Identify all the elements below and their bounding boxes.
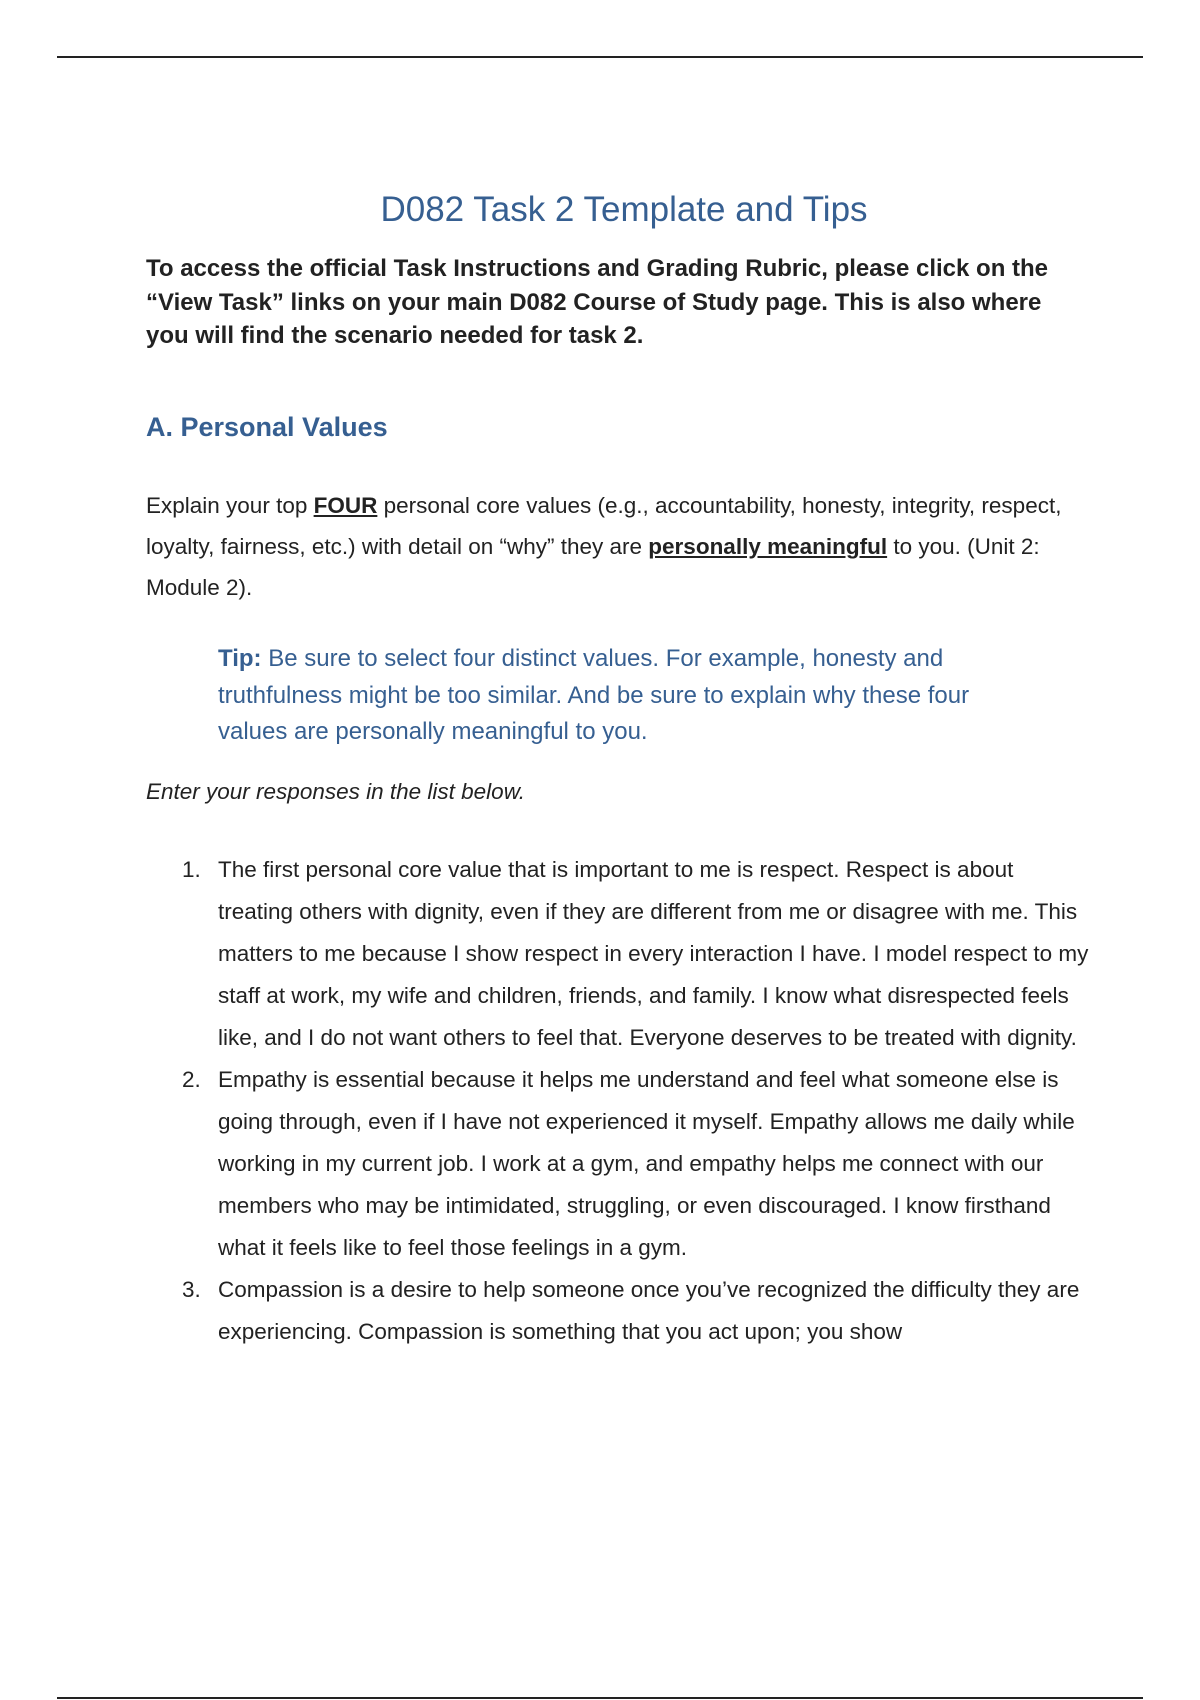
tip-label: Tip: — [218, 645, 262, 672]
prompt-emphasis-meaningful: personally meaningful — [648, 534, 888, 559]
list-item-text: Empathy is essential because it helps me understand and feel what someone else is going through, even if I have not experienced it myself. Empathy allows me daily while working in my current job. I work at a gym, and empathy helps me connect with our members who may be intimidated, struggling, or even discouraged. I know firsthand what it feels like to feel those feelings in a gym. — [218, 1067, 1075, 1260]
prompt-part-1: Explain your top — [146, 493, 314, 518]
intro-paragraph: To access the official Task Instructions and Grading Rubric, please click on the “View Task” links on your main D082 Course of Study page. This is also where you will find the scenario needed for task 2. — [146, 255, 1049, 349]
responses-list — [146, 849, 1091, 1353]
prompt-part-2: personal core values (e.g., accountability, honesty, integrity, respect, loyalty, fairness, etc.) with detail on “why” they are — [146, 493, 1062, 559]
list-item — [146, 849, 1091, 1059]
prompt-emphasis-four: FOUR — [313, 493, 378, 518]
list-item-text: Compassion is a desire to help someone once you’ve recognized the difficulty they are experiencing. Compassion is something that you act upon; you show — [218, 1277, 1080, 1344]
prompt-part-3: to you. (Unit 2: Module 2). — [146, 534, 1040, 600]
list-item — [146, 1269, 1091, 1353]
list-item-number: 2. — [182, 1067, 201, 1092]
list-item-text: The first personal core value that is important to me is respect. Respect is about treating others with dignity, even if they are different from me or disagree with me. This matters to me because I show respect in every interaction I have. I model respect to my staff at work, my wife and children, friends, and family. I know what disrespected feels like, and I do not want others to feel that. Everyone deserves to be treated with dignity. — [218, 857, 1089, 1050]
tip-text: Be sure to select four distinct values. For example, honesty and truthfulness might be too similar. And be sure to explain why these four values are personally meaningful to you. — [218, 645, 970, 745]
document-title: D082 Task 2 Template and Tips — [380, 190, 868, 229]
footer-rule — [57, 1697, 1143, 1699]
response-instruction: Enter your responses in the list below. — [146, 779, 525, 804]
header-rule — [57, 56, 1143, 58]
section-heading: A. Personal Values — [146, 412, 388, 442]
list-item — [146, 1059, 1091, 1269]
tip-callout — [218, 641, 1038, 751]
list-item-number: 3. — [182, 1277, 201, 1302]
list-item-number: 1. — [182, 857, 201, 882]
section-prompt — [146, 485, 1086, 608]
